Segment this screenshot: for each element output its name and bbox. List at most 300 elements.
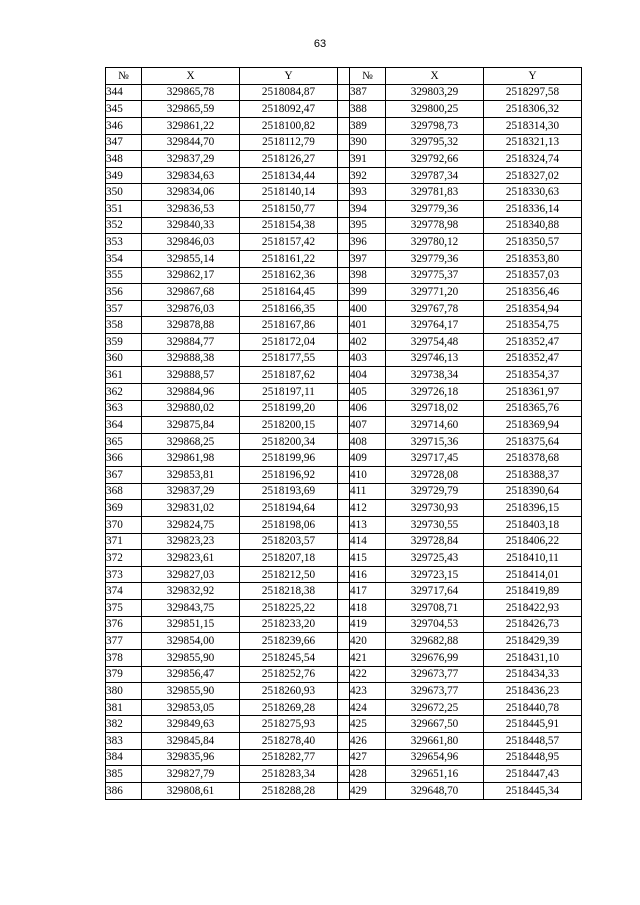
y-coordinate: 2518084,87 (240, 84, 338, 101)
table-row (106, 134, 582, 151)
point-number: 425 (350, 716, 386, 733)
point-number: 388 (350, 101, 386, 118)
point-number: 391 (350, 151, 386, 168)
column-gap (338, 600, 350, 617)
point-number: 371 (106, 533, 142, 550)
point-number: 347 (106, 134, 142, 151)
y-coordinate: 2518177,55 (240, 350, 338, 367)
x-coordinate: 329780,12 (386, 234, 484, 251)
table-row (106, 151, 582, 168)
x-coordinate: 329832,92 (142, 583, 240, 600)
table-row (106, 566, 582, 583)
y-coordinate: 2518196,92 (240, 467, 338, 484)
y-coordinate: 2518252,76 (240, 666, 338, 683)
header-y-left: Y (240, 68, 338, 85)
y-coordinate: 2518414,01 (484, 566, 582, 583)
y-coordinate: 2518354,37 (484, 367, 582, 384)
x-coordinate: 329854,00 (142, 633, 240, 650)
column-gap (338, 583, 350, 600)
column-gap (338, 467, 350, 484)
point-number: 384 (106, 749, 142, 766)
x-coordinate: 329867,68 (142, 284, 240, 301)
coordinates-table (105, 67, 582, 800)
point-number: 377 (106, 633, 142, 650)
point-number: 393 (350, 184, 386, 201)
y-coordinate: 2518162,36 (240, 267, 338, 284)
point-number: 368 (106, 483, 142, 500)
y-coordinate: 2518431,10 (484, 649, 582, 666)
table-row (106, 500, 582, 517)
x-coordinate: 329672,25 (386, 699, 484, 716)
x-coordinate: 329667,50 (386, 716, 484, 733)
point-number: 366 (106, 450, 142, 467)
table-row (106, 699, 582, 716)
y-coordinate: 2518429,39 (484, 633, 582, 650)
y-coordinate: 2518330,63 (484, 184, 582, 201)
x-coordinate: 329827,79 (142, 766, 240, 783)
column-gap (338, 533, 350, 550)
point-number: 409 (350, 450, 386, 467)
point-number: 406 (350, 400, 386, 417)
point-number: 370 (106, 516, 142, 533)
x-coordinate: 329861,22 (142, 117, 240, 134)
table-row (106, 782, 582, 799)
x-coordinate: 329795,32 (386, 134, 484, 151)
table-row (106, 267, 582, 284)
x-coordinate: 329673,77 (386, 666, 484, 683)
table-row (106, 250, 582, 267)
x-coordinate: 329654,96 (386, 749, 484, 766)
table-row (106, 417, 582, 434)
y-coordinate: 2518324,74 (484, 151, 582, 168)
y-coordinate: 2518283,34 (240, 766, 338, 783)
point-number: 398 (350, 267, 386, 284)
point-number: 386 (106, 782, 142, 799)
column-gap (338, 101, 350, 118)
table-row (106, 450, 582, 467)
y-coordinate: 2518126,27 (240, 151, 338, 168)
point-number: 407 (350, 417, 386, 434)
y-coordinate: 2518203,57 (240, 533, 338, 550)
x-coordinate: 329682,88 (386, 633, 484, 650)
y-coordinate: 2518448,95 (484, 749, 582, 766)
y-coordinate: 2518092,47 (240, 101, 338, 118)
table-row (106, 184, 582, 201)
x-coordinate: 329834,63 (142, 167, 240, 184)
column-gap (338, 782, 350, 799)
y-coordinate: 2518207,18 (240, 550, 338, 567)
point-number: 358 (106, 317, 142, 334)
column-gap (338, 516, 350, 533)
y-coordinate: 2518260,93 (240, 683, 338, 700)
table-row (106, 234, 582, 251)
point-number: 345 (106, 101, 142, 118)
column-gap (338, 134, 350, 151)
y-coordinate: 2518100,82 (240, 117, 338, 134)
table-row (106, 516, 582, 533)
table-header-row (106, 68, 582, 85)
y-coordinate: 2518434,33 (484, 666, 582, 683)
point-number: 423 (350, 683, 386, 700)
y-coordinate: 2518166,35 (240, 300, 338, 317)
x-coordinate: 329844,70 (142, 134, 240, 151)
column-gap (338, 633, 350, 650)
x-coordinate: 329730,93 (386, 500, 484, 517)
y-coordinate: 2518157,42 (240, 234, 338, 251)
point-number: 413 (350, 516, 386, 533)
column-gap (338, 383, 350, 400)
point-number: 401 (350, 317, 386, 334)
point-number: 402 (350, 334, 386, 351)
y-coordinate: 2518167,86 (240, 317, 338, 334)
x-coordinate: 329781,83 (386, 184, 484, 201)
x-coordinate: 329884,96 (142, 383, 240, 400)
y-coordinate: 2518306,32 (484, 101, 582, 118)
y-coordinate: 2518357,03 (484, 267, 582, 284)
y-coordinate: 2518369,94 (484, 417, 582, 434)
point-number: 385 (106, 766, 142, 783)
column-gap (338, 550, 350, 567)
point-number: 372 (106, 550, 142, 567)
x-coordinate: 329823,23 (142, 533, 240, 550)
x-coordinate: 329855,90 (142, 683, 240, 700)
x-coordinate: 329884,77 (142, 334, 240, 351)
x-coordinate: 329837,29 (142, 483, 240, 500)
header-x-left: X (142, 68, 240, 85)
column-gap (338, 500, 350, 517)
y-coordinate: 2518197,11 (240, 383, 338, 400)
x-coordinate: 329704,53 (386, 616, 484, 633)
x-coordinate: 329723,15 (386, 566, 484, 583)
point-number: 364 (106, 417, 142, 434)
x-coordinate: 329798,73 (386, 117, 484, 134)
point-number: 346 (106, 117, 142, 134)
table-row (106, 716, 582, 733)
table-row (106, 300, 582, 317)
point-number: 380 (106, 683, 142, 700)
point-number: 428 (350, 766, 386, 783)
point-number: 379 (106, 666, 142, 683)
table-row (106, 600, 582, 617)
x-coordinate: 329661,80 (386, 733, 484, 750)
y-coordinate: 2518199,20 (240, 400, 338, 417)
x-coordinate: 329717,45 (386, 450, 484, 467)
x-coordinate: 329831,02 (142, 500, 240, 517)
x-coordinate: 329888,57 (142, 367, 240, 384)
y-coordinate: 2518356,46 (484, 284, 582, 301)
point-number: 429 (350, 782, 386, 799)
y-coordinate: 2518297,58 (484, 84, 582, 101)
y-coordinate: 2518140,14 (240, 184, 338, 201)
x-coordinate: 329868,25 (142, 433, 240, 450)
point-number: 405 (350, 383, 386, 400)
x-coordinate: 329846,03 (142, 234, 240, 251)
y-coordinate: 2518161,22 (240, 250, 338, 267)
x-coordinate: 329855,90 (142, 649, 240, 666)
point-number: 415 (350, 550, 386, 567)
y-coordinate: 2518350,57 (484, 234, 582, 251)
y-coordinate: 2518172,04 (240, 334, 338, 351)
point-number: 381 (106, 699, 142, 716)
point-number: 351 (106, 201, 142, 218)
point-number: 426 (350, 733, 386, 750)
y-coordinate: 2518200,34 (240, 433, 338, 450)
y-coordinate: 2518445,91 (484, 716, 582, 733)
y-coordinate: 2518233,20 (240, 616, 338, 633)
table-row (106, 666, 582, 683)
column-gap (338, 766, 350, 783)
point-number: 344 (106, 84, 142, 101)
table-row (106, 733, 582, 750)
point-number: 404 (350, 367, 386, 384)
point-number: 362 (106, 383, 142, 400)
point-number: 361 (106, 367, 142, 384)
point-number: 424 (350, 699, 386, 716)
table-row (106, 683, 582, 700)
x-coordinate: 329840,33 (142, 217, 240, 234)
point-number: 418 (350, 600, 386, 617)
x-coordinate: 329792,66 (386, 151, 484, 168)
y-coordinate: 2518278,40 (240, 733, 338, 750)
table-row (106, 583, 582, 600)
table-row (106, 533, 582, 550)
column-gap (338, 151, 350, 168)
point-number: 373 (106, 566, 142, 583)
y-coordinate: 2518354,75 (484, 317, 582, 334)
point-number: 360 (106, 350, 142, 367)
x-coordinate: 329834,06 (142, 184, 240, 201)
x-coordinate: 329861,98 (142, 450, 240, 467)
point-number: 363 (106, 400, 142, 417)
y-coordinate: 2518199,96 (240, 450, 338, 467)
point-number: 422 (350, 666, 386, 683)
column-gap (338, 334, 350, 351)
column-gap (338, 400, 350, 417)
column-gap (338, 234, 350, 251)
table-row (106, 201, 582, 218)
y-coordinate: 2518361,97 (484, 383, 582, 400)
column-gap (338, 68, 350, 85)
y-coordinate: 2518218,38 (240, 583, 338, 600)
y-coordinate: 2518288,28 (240, 782, 338, 799)
x-coordinate: 329729,79 (386, 483, 484, 500)
x-coordinate: 329778,98 (386, 217, 484, 234)
x-coordinate: 329767,78 (386, 300, 484, 317)
column-gap (338, 284, 350, 301)
header-num-right: № (350, 68, 386, 85)
x-coordinate: 329837,29 (142, 151, 240, 168)
table-row (106, 616, 582, 633)
x-coordinate: 329878,88 (142, 317, 240, 334)
point-number: 376 (106, 616, 142, 633)
x-coordinate: 329651,16 (386, 766, 484, 783)
point-number: 410 (350, 467, 386, 484)
y-coordinate: 2518375,64 (484, 433, 582, 450)
table-row (106, 633, 582, 650)
x-coordinate: 329823,61 (142, 550, 240, 567)
y-coordinate: 2518352,47 (484, 334, 582, 351)
x-coordinate: 329856,47 (142, 666, 240, 683)
column-gap (338, 300, 350, 317)
point-number: 375 (106, 600, 142, 617)
table-row (106, 84, 582, 101)
point-number: 382 (106, 716, 142, 733)
point-number: 420 (350, 633, 386, 650)
table-row (106, 117, 582, 134)
y-coordinate: 2518187,62 (240, 367, 338, 384)
x-coordinate: 329676,99 (386, 649, 484, 666)
x-coordinate: 329728,08 (386, 467, 484, 484)
y-coordinate: 2518150,77 (240, 201, 338, 218)
x-coordinate: 329824,75 (142, 516, 240, 533)
y-coordinate: 2518406,22 (484, 533, 582, 550)
point-number: 400 (350, 300, 386, 317)
x-coordinate: 329771,20 (386, 284, 484, 301)
x-coordinate: 329800,25 (386, 101, 484, 118)
y-coordinate: 2518447,43 (484, 766, 582, 783)
y-coordinate: 2518193,69 (240, 483, 338, 500)
y-coordinate: 2518112,79 (240, 134, 338, 151)
x-coordinate: 329725,43 (386, 550, 484, 567)
point-number: 397 (350, 250, 386, 267)
x-coordinate: 329880,02 (142, 400, 240, 417)
x-coordinate: 329726,18 (386, 383, 484, 400)
x-coordinate: 329717,64 (386, 583, 484, 600)
point-number: 396 (350, 234, 386, 251)
y-coordinate: 2518314,30 (484, 117, 582, 134)
x-coordinate: 329730,55 (386, 516, 484, 533)
point-number: 374 (106, 583, 142, 600)
table-row (106, 367, 582, 384)
table-row (106, 550, 582, 567)
column-gap (338, 184, 350, 201)
x-coordinate: 329803,29 (386, 84, 484, 101)
point-number: 416 (350, 566, 386, 583)
y-coordinate: 2518239,66 (240, 633, 338, 650)
y-coordinate: 2518378,68 (484, 450, 582, 467)
point-number: 356 (106, 284, 142, 301)
x-coordinate: 329853,05 (142, 699, 240, 716)
column-gap (338, 267, 350, 284)
x-coordinate: 329855,14 (142, 250, 240, 267)
column-gap (338, 699, 350, 716)
table-row (106, 483, 582, 500)
x-coordinate: 329708,71 (386, 600, 484, 617)
table-row (106, 766, 582, 783)
point-number: 355 (106, 267, 142, 284)
point-number: 354 (106, 250, 142, 267)
x-coordinate: 329715,36 (386, 433, 484, 450)
x-coordinate: 329808,61 (142, 782, 240, 799)
point-number: 353 (106, 234, 142, 251)
table-row (106, 383, 582, 400)
header-y-right: Y (484, 68, 582, 85)
point-number: 399 (350, 284, 386, 301)
column-gap (338, 666, 350, 683)
y-coordinate: 2518365,76 (484, 400, 582, 417)
x-coordinate: 329865,59 (142, 101, 240, 118)
table-row (106, 749, 582, 766)
point-number: 378 (106, 649, 142, 666)
column-gap (338, 566, 350, 583)
x-coordinate: 329718,02 (386, 400, 484, 417)
x-coordinate: 329775,37 (386, 267, 484, 284)
table-row (106, 167, 582, 184)
y-coordinate: 2518269,28 (240, 699, 338, 716)
table-row (106, 101, 582, 118)
column-gap (338, 450, 350, 467)
y-coordinate: 2518134,44 (240, 167, 338, 184)
x-coordinate: 329875,84 (142, 417, 240, 434)
table-row (106, 467, 582, 484)
column-gap (338, 250, 350, 267)
column-gap (338, 117, 350, 134)
point-number: 387 (350, 84, 386, 101)
y-coordinate: 2518336,14 (484, 201, 582, 218)
x-coordinate: 329754,48 (386, 334, 484, 351)
y-coordinate: 2518245,54 (240, 649, 338, 666)
y-coordinate: 2518426,73 (484, 616, 582, 633)
y-coordinate: 2518164,45 (240, 284, 338, 301)
y-coordinate: 2518194,64 (240, 500, 338, 517)
column-gap (338, 649, 350, 666)
table-row (106, 350, 582, 367)
point-number: 359 (106, 334, 142, 351)
point-number: 365 (106, 433, 142, 450)
column-gap (338, 616, 350, 633)
column-gap (338, 733, 350, 750)
x-coordinate: 329673,77 (386, 683, 484, 700)
column-gap (338, 483, 350, 500)
x-coordinate: 329835,96 (142, 749, 240, 766)
x-coordinate: 329843,75 (142, 600, 240, 617)
header-num-left: № (106, 68, 142, 85)
point-number: 411 (350, 483, 386, 500)
y-coordinate: 2518225,22 (240, 600, 338, 617)
y-coordinate: 2518198,06 (240, 516, 338, 533)
point-number: 352 (106, 217, 142, 234)
x-coordinate: 329714,60 (386, 417, 484, 434)
point-number: 383 (106, 733, 142, 750)
column-gap (338, 417, 350, 434)
y-coordinate: 2518212,50 (240, 566, 338, 583)
x-coordinate: 329746,13 (386, 350, 484, 367)
point-number: 348 (106, 151, 142, 168)
table-row (106, 317, 582, 334)
x-coordinate: 329836,53 (142, 201, 240, 218)
column-gap (338, 317, 350, 334)
point-number: 408 (350, 433, 386, 450)
x-coordinate: 329851,15 (142, 616, 240, 633)
y-coordinate: 2518448,57 (484, 733, 582, 750)
point-number: 349 (106, 167, 142, 184)
y-coordinate: 2518440,78 (484, 699, 582, 716)
y-coordinate: 2518396,15 (484, 500, 582, 517)
point-number: 427 (350, 749, 386, 766)
column-gap (338, 433, 350, 450)
point-number: 389 (350, 117, 386, 134)
x-coordinate: 329827,03 (142, 566, 240, 583)
x-coordinate: 329888,38 (142, 350, 240, 367)
point-number: 392 (350, 167, 386, 184)
y-coordinate: 2518352,47 (484, 350, 582, 367)
x-coordinate: 329845,84 (142, 733, 240, 750)
x-coordinate: 329849,63 (142, 716, 240, 733)
y-coordinate: 2518436,23 (484, 683, 582, 700)
column-gap (338, 84, 350, 101)
point-number: 417 (350, 583, 386, 600)
y-coordinate: 2518390,64 (484, 483, 582, 500)
